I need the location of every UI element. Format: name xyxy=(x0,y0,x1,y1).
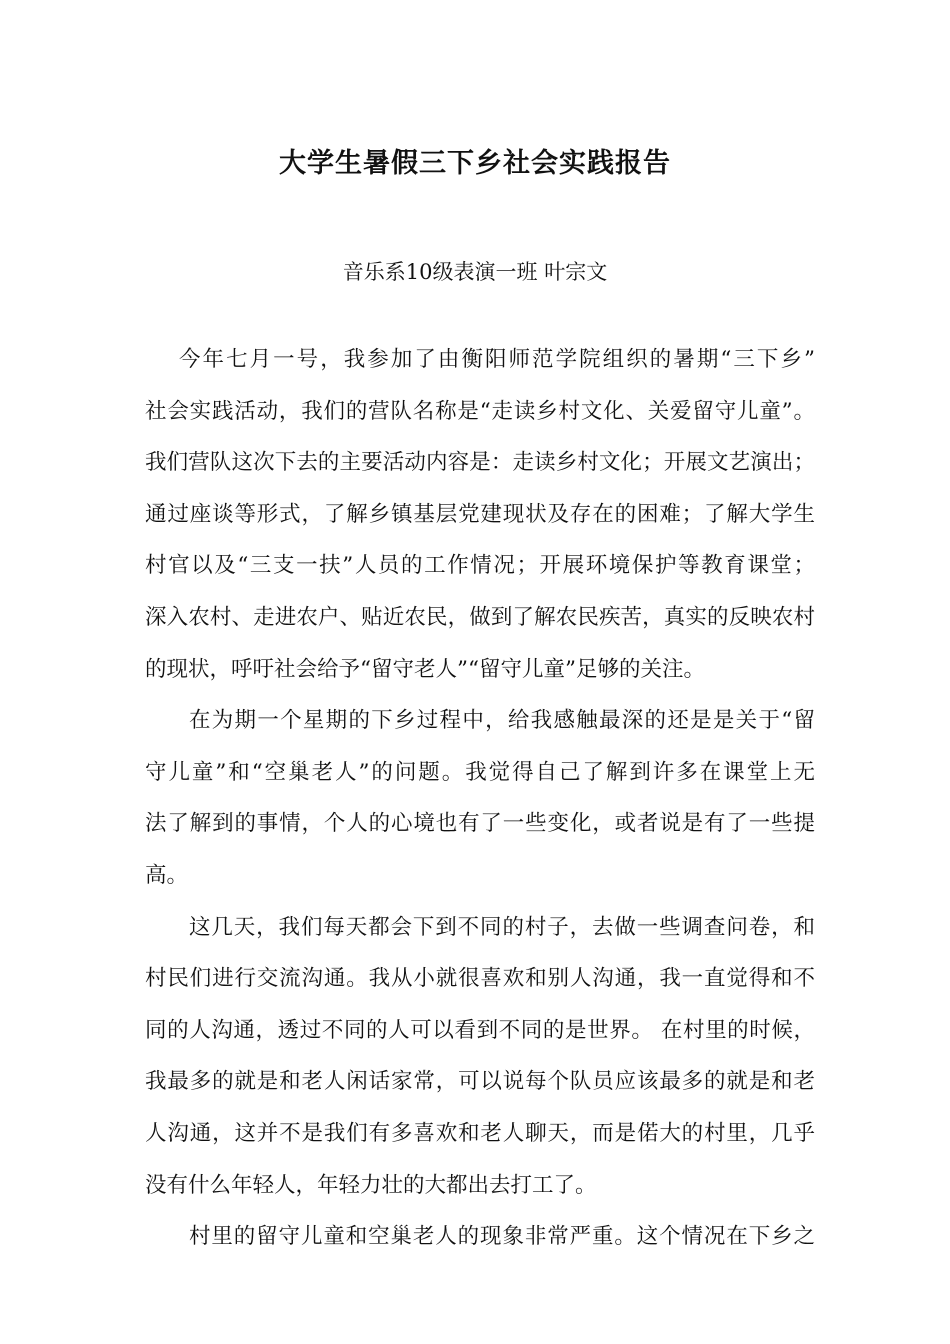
author-line: 音乐系10级表演一班 叶宗文 xyxy=(342,260,608,284)
body-line: 村官以及“三支一扶”人员的工作情况；开展环境保护等教育课堂； xyxy=(145,553,815,579)
body-line: 村里的留守儿童和空巢老人的现象非常严重。这个情况在下乡之 xyxy=(189,1224,815,1250)
body-line: 在为期一个星期的下乡过程中，给我感触最深的还是是关于“留 xyxy=(189,708,815,734)
body-line: 没有什么年轻人，年轻力壮的大都出去打工了。 xyxy=(145,1172,597,1198)
body-line: 守儿童”和“空巢老人”的问题。我觉得自己了解到许多在课堂上无 xyxy=(145,759,815,785)
body-line: 人沟通，这并不是我们有多喜欢和老人聊天，而是偌大的村里，几乎 xyxy=(145,1120,815,1146)
body-line: 同的人沟通，透过不同的人可以看到不同的是世界。 在村里的时候， xyxy=(145,1017,815,1043)
body-line: 我们营队这次下去的主要活动内容是：走读乡村文化；开展文艺演出； xyxy=(145,450,815,476)
body-line: 高。 xyxy=(145,862,189,888)
document-title: 大学生暑假三下乡社会实践报告 xyxy=(279,148,671,179)
body-line: 法了解到的事情，个人的心境也有了一些变化，或者说是有了一些提 xyxy=(145,811,815,837)
body-line: 的现状，呼吁社会给予“留守老人”“留守儿童”足够的关注。 xyxy=(145,656,705,682)
body-line: 社会实践活动，我们的营队名称是“走读乡村文化、关爱留守儿童”。 xyxy=(145,398,815,424)
body-line: 村民们进行交流沟通。我从小就很喜欢和别人沟通，我一直觉得和不 xyxy=(145,966,815,992)
body-line: 深入农村、走进农户、贴近农民，做到了解农民疾苦，真实的反映农村 xyxy=(145,604,815,630)
body-line: 今年七月一号，我参加了由衡阳师范学院组织的暑期“三下乡” xyxy=(179,347,815,372)
body-line: 这几天，我们每天都会下到不同的村子，去做一些调查问卷，和 xyxy=(189,914,815,940)
body-line: 我最多的就是和老人闲话家常，可以说每个队员应该最多的就是和老 xyxy=(145,1069,815,1095)
body-line: 通过座谈等形式，了解乡镇基层党建现状及存在的困难；了解大学生 xyxy=(145,501,815,527)
document-body xyxy=(145,334,815,1263)
